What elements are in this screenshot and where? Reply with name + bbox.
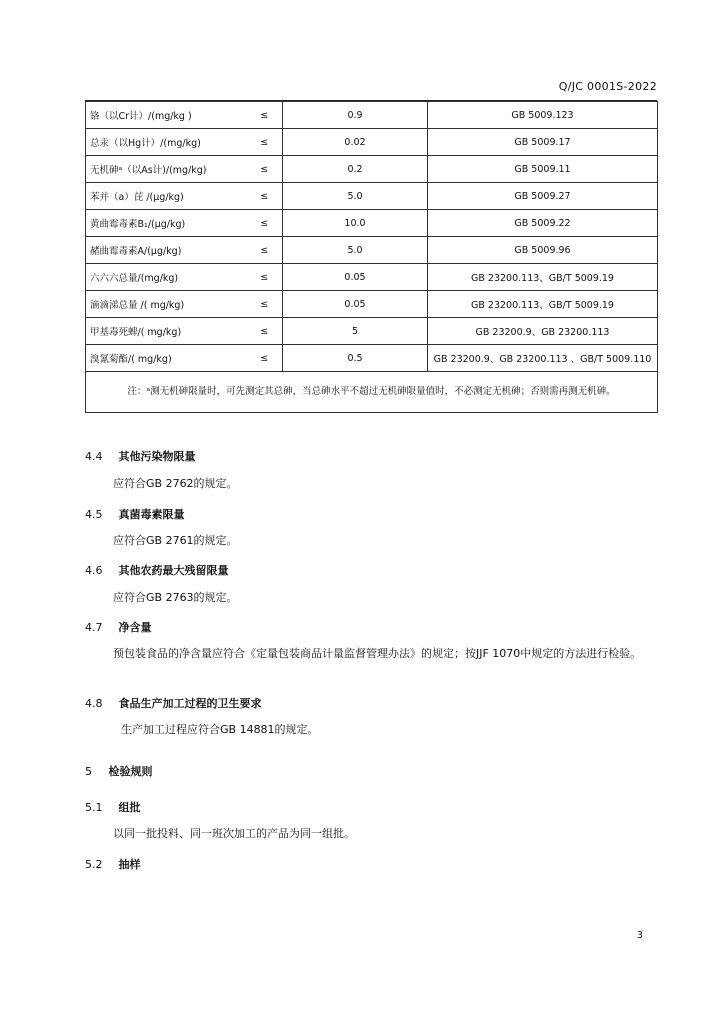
- row-item: 铬（以Cr计）/(mg/kg ): [86, 102, 247, 129]
- document-code: Q/JC 0001S-2022: [558, 80, 657, 93]
- table-row: [86, 210, 658, 237]
- table-row: [86, 318, 658, 345]
- section-heading-4-4: [85, 448, 196, 464]
- row-method: GB 23200.9、GB 23200.113 、GB/T 5009.110: [428, 345, 658, 372]
- row-method: GB 5009.96: [428, 237, 658, 264]
- row-operator: ≤: [247, 345, 283, 372]
- section-title: 检验规则: [108, 765, 153, 778]
- section-title: 其他农药最大残留限量: [118, 564, 229, 577]
- row-value: 0.02: [283, 129, 428, 156]
- section-body-4-4: 应符合GB 2762的规定。: [113, 477, 238, 490]
- row-value: 5: [283, 318, 428, 345]
- row-item: 六六六总量/(mg/kg): [86, 264, 247, 291]
- table-row: [86, 183, 658, 210]
- section-number: 4.4: [85, 450, 103, 463]
- row-operator: ≤: [247, 102, 283, 129]
- row-operator: ≤: [247, 210, 283, 237]
- table-note-row: [86, 372, 658, 413]
- table-row: [86, 102, 658, 129]
- section-heading-5-2: [85, 856, 141, 872]
- row-item: 溴氰菊酯/( mg/kg): [86, 345, 247, 372]
- row-value: 5.0: [283, 183, 428, 210]
- section-number: 5.1: [85, 801, 103, 814]
- row-operator: ≤: [247, 183, 283, 210]
- page-number: 3: [636, 930, 643, 941]
- section-heading-5: [85, 763, 153, 779]
- section-number: 4.5: [85, 508, 103, 521]
- row-method: GB 23200.9、GB 23200.113: [428, 318, 658, 345]
- section-heading-4-6: [85, 562, 229, 578]
- section-number: 5.2: [85, 858, 103, 871]
- table-row: [86, 264, 658, 291]
- row-operator: ≤: [247, 237, 283, 264]
- row-operator: ≤: [247, 291, 283, 318]
- section-title: 抽样: [118, 858, 141, 871]
- section-body-5-1: 以同一批投料、同一班次加工的产品为同一组批。: [113, 827, 355, 840]
- table-row: [86, 156, 658, 183]
- row-method: GB 23200.113、GB/T 5009.19: [428, 291, 658, 318]
- section-title: 真菌毒素限量: [118, 508, 185, 521]
- row-item: 无机砷ᵃ（以As计)/(mg/kg): [86, 156, 247, 183]
- row-operator: ≤: [247, 264, 283, 291]
- section-title: 净含量: [118, 621, 152, 634]
- section-number: 4.7: [85, 621, 103, 634]
- section-heading-4-8: [85, 695, 262, 711]
- row-method: GB 23200.113、GB/T 5009.19: [428, 264, 658, 291]
- row-item: 甲基毒死蜱/( mg/kg): [86, 318, 247, 345]
- table-row: [86, 345, 658, 372]
- row-value: 0.05: [283, 291, 428, 318]
- row-item: 赭曲霉毒素A/(μg/kg): [86, 237, 247, 264]
- row-operator: ≤: [247, 156, 283, 183]
- section-title: 食品生产加工过程的卫生要求: [118, 697, 262, 710]
- row-method: GB 5009.27: [428, 183, 658, 210]
- row-operator: ≤: [247, 129, 283, 156]
- row-item: 苯并（a）芘 /(μg/kg): [86, 183, 247, 210]
- row-value: 5.0: [283, 237, 428, 264]
- section-heading-4-5: [85, 506, 185, 522]
- row-method: GB 5009.17: [428, 129, 658, 156]
- row-item: 黄曲霉毒素B₁/(μg/kg): [86, 210, 247, 237]
- section-heading-5-1: [85, 799, 141, 815]
- row-value: 10.0: [283, 210, 428, 237]
- row-item: 滴滴涕总量 /( mg/kg): [86, 291, 247, 318]
- row-method: GB 5009.11: [428, 156, 658, 183]
- section-title: 组批: [118, 801, 141, 814]
- section-heading-4-7: [85, 619, 152, 635]
- section-body-4-5: 应符合GB 2761的规定。: [113, 534, 238, 547]
- row-value: 0.2: [283, 156, 428, 183]
- section-number: 5: [85, 765, 92, 778]
- section-number: 4.6: [85, 564, 103, 577]
- table-row: [86, 291, 658, 318]
- row-value: 0.9: [283, 102, 428, 129]
- row-method: GB 5009.123: [428, 102, 658, 129]
- section-title: 其他污染物限量: [118, 450, 196, 463]
- table-row: [86, 129, 658, 156]
- row-method: GB 5009.22: [428, 210, 658, 237]
- limits-table: [85, 101, 658, 413]
- section-body-4-8: 生产加工过程应符合GB 14881的规定。: [121, 723, 319, 736]
- section-body-4-6: 应符合GB 2763的规定。: [113, 591, 238, 604]
- row-value: 0.05: [283, 264, 428, 291]
- row-operator: ≤: [247, 318, 283, 345]
- row-value: 0.5: [283, 345, 428, 372]
- row-item: 总汞（以Hg计）/(mg/kg): [86, 129, 247, 156]
- table-row: [86, 237, 658, 264]
- table-note: 注：ᵃ测无机砷限量时，可先测定其总砷，当总砷水平不超过无机砷限量值时，不必测定无机砷；否则需再测无机砷。: [86, 372, 658, 413]
- section-number: 4.8: [85, 697, 103, 710]
- section-body-4-7: 预包装食品的净含量应符合《定量包装商品计量监督管理办法》的规定；按JJF 1070中规定的方法进行检验。: [113, 647, 642, 660]
